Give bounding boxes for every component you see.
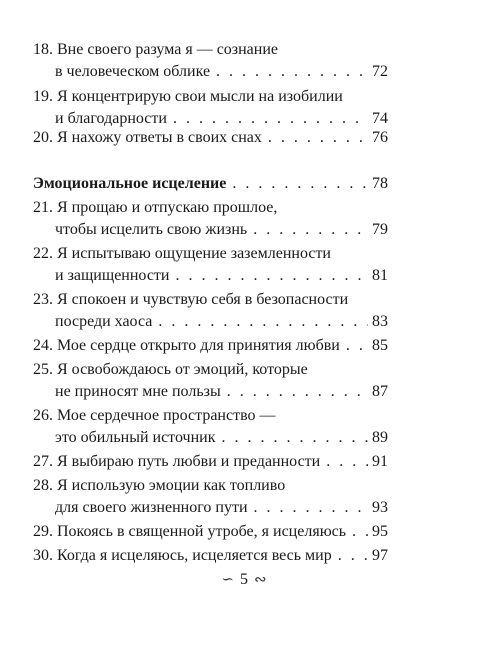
dot-leader xyxy=(346,336,368,356)
entry-page-number: 76 xyxy=(372,129,388,146)
entry-title: в человеческом облике xyxy=(55,63,211,80)
entry-page-number: 97 xyxy=(372,547,388,564)
toc-entry-line xyxy=(55,382,388,402)
entry-title: 24. Мое сердце открыто для принятия любви xyxy=(33,337,340,354)
entry-title: 23. Я спокоен и чувствую себя в безопасности xyxy=(33,291,349,308)
section-title: Эмоциональное исцеление xyxy=(33,175,227,192)
entry-page-number: 87 xyxy=(372,383,388,400)
toc-entry-line xyxy=(33,406,388,426)
toc-entry-line xyxy=(55,312,388,332)
toc-entry-line xyxy=(55,266,388,286)
dot-leader xyxy=(326,452,368,472)
toc-entry-line xyxy=(33,198,388,218)
entry-title: 19. Я концентрирую свои мысли на изобилии xyxy=(33,88,343,105)
entry-page-number: 78 xyxy=(372,175,388,192)
toc-entry-line xyxy=(33,40,388,60)
ornament-left-icon: ∽ xyxy=(221,572,234,588)
entry-title: 20. Я нахожу ответы в своих снах xyxy=(33,129,262,146)
toc-entry-line xyxy=(33,174,388,194)
dot-leader xyxy=(227,382,368,402)
toc-entry-line xyxy=(33,244,388,264)
toc-entry-line xyxy=(33,546,388,566)
toc-entry-line xyxy=(33,360,388,380)
toc-entry-line xyxy=(55,220,388,240)
dot-leader xyxy=(158,312,368,332)
entry-page-number: 83 xyxy=(372,313,388,330)
entry-title: 21. Я прощаю и отпускаю прошлое, xyxy=(33,199,278,216)
entry-title: и защищенности xyxy=(55,267,170,284)
dot-leader xyxy=(221,428,368,448)
toc-entry-line xyxy=(33,87,388,107)
ornament-right-icon: ∾ xyxy=(254,572,267,588)
entry-title: и благодарности xyxy=(55,110,167,127)
dot-leader xyxy=(338,546,368,566)
dot-leader xyxy=(268,128,368,148)
page-footer xyxy=(0,570,488,589)
entry-page-number: 91 xyxy=(372,453,388,470)
toc-entry-line xyxy=(55,498,388,518)
entry-page-number: 89 xyxy=(372,429,388,446)
toc-entry-line xyxy=(33,336,388,356)
toc-entry-line xyxy=(33,128,388,148)
toc-entry-line xyxy=(55,428,388,448)
dot-leader xyxy=(232,174,368,194)
entry-title: не приносят мне пользы xyxy=(55,383,221,400)
entry-title: посреди хаоса xyxy=(55,313,153,330)
entry-title: чтобы исцелить свою жизнь xyxy=(55,221,248,238)
entry-page-number: 85 xyxy=(372,337,388,354)
entry-title: 25. Я освобождаюсь от эмоций, которые xyxy=(33,361,308,378)
dot-leader xyxy=(173,109,368,129)
toc-entry-line xyxy=(55,109,388,129)
dot-leader xyxy=(254,498,369,518)
page-number: 5 xyxy=(240,570,248,588)
entry-title: 26. Мое сердечное пространство — xyxy=(33,407,276,424)
toc-entry-line xyxy=(33,452,388,472)
dot-leader xyxy=(216,62,368,82)
toc-entry-line xyxy=(33,290,388,310)
entry-page-number: 81 xyxy=(372,267,388,284)
dot-leader xyxy=(175,266,368,286)
entry-title: 28. Я использую эмоции как топливо xyxy=(33,477,286,494)
entry-title: 30. Когда я исцеляюсь, исцеляется весь мир xyxy=(33,547,332,564)
toc-entry-line xyxy=(55,62,388,82)
entry-page-number: 93 xyxy=(372,499,388,516)
entry-title: 18. Вне своего разума я — сознание xyxy=(33,41,279,58)
entry-title: 27. Я выбираю путь любви и преданности xyxy=(33,453,321,470)
entry-page-number: 74 xyxy=(372,110,388,127)
entry-page-number: 79 xyxy=(372,221,388,238)
entry-title: это обильный источник xyxy=(55,429,216,446)
entry-title: 22. Я испытываю ощущение заземленности xyxy=(33,245,331,262)
entry-title: 29. Покоясь в священной утробе, я исцеляюсь xyxy=(33,523,347,540)
entry-page-number: 72 xyxy=(372,63,388,80)
dot-leader xyxy=(352,522,368,542)
toc-entry-line xyxy=(33,522,388,542)
entry-title: для своего жизненного пути xyxy=(55,499,248,516)
dot-leader xyxy=(253,220,368,240)
entry-page-number: 95 xyxy=(372,523,388,540)
toc-entry-line xyxy=(33,476,388,496)
